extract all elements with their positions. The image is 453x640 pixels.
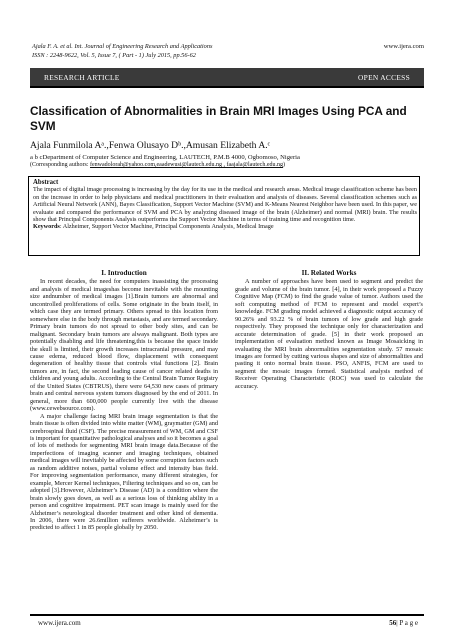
footer-url[interactable]: www.ijera.com (38, 619, 81, 627)
corresponding-authors (30, 162, 285, 168)
page-num: 56 (389, 619, 397, 627)
research-article-label: RESEARCH ARTICLE (44, 73, 120, 82)
affiliation: a b cDepartment of Computer Science and Engineering, LAUTECH, P.M.B 4000, Ogbomoso, Nigeria (30, 154, 300, 161)
page-word: P a g e (399, 619, 418, 627)
author-list: Ajala Funmilola Aᵃ.,Fenwa Olusayo Dᵇ.,Amusan Elizabeth A.ᶜ (30, 140, 271, 151)
abstract-box (28, 176, 420, 256)
journal-citation: Ajala F. A. et al. Int. Journal of Engineering Research and Applications (32, 43, 213, 50)
right-column (235, 270, 423, 390)
related-works-heading: II. Related Works (301, 269, 357, 277)
abstract-heading: Abstract (33, 179, 59, 186)
abstract-text: The impact of digital image processing is increasing by the day for its use in the medical and research areas. Medical image classification scheme has been on the increase in order to help physicians and medical practitioners in their evaluation and analysis of diseases. Several classification schemes such as Artificial Neural Network (ANN), Bayes Classification, Support Vector Machine (SVM) and K-Means Nearest Neighbor have been used. In this paper, we evaluate and compared the performance of SVM and PCA by analyzing diseased image of the brain (Alzheimer) and normal (MRI) brain. The results show that Principal Components Analysis outperforms the Support Vector Machine in terms of training time and recognition time. (33, 186, 417, 224)
author-emails[interactable]: fenwadolorah@yahoo.com,eaadewusi@lautech.edu.ng , faajala@lautech.edu.ng (90, 162, 283, 168)
open-access-label: OPEN ACCESS (358, 73, 410, 82)
article-type-band (30, 68, 424, 88)
journal-issn-line: ISSN : 2248-9622, Vol. 5, Issue 7, ( Part - 1) July 2015, pp.56-62 (32, 52, 196, 59)
intro-paragraph-2: A major challenge facing MRI brain image segmentation is that the brain tissue is often divided into white matter (WM), graymatter (GM) and cerebrospinal fluid (CSF). The precise measurement of WM, GM and CSF is important for quantitative pathological analyses and so it becomes a goal of lots of methods for segmenting MRI brain image data.Because of the imperfections of imaging scanner and imaging techniques, obtained medical images will inevitably be affected by some corruption factors such as random additive noises, partial volume effect and intensity bias field. For improving segmentation performance, many different strategies, for example, Mercer Kernel techniques, Filtering techniques and so on, can be adopted [3].However, Alzheimer’s Disease (AD) is a condition where the brain slowly goes down, as well as a serious loss of thinking ability in a person and cognitive impairment. PET scan image is mainly used for the Alzheimer’s neurological disorder treatment and other kind of dementia. In 2006, there were 26.6million sufferers worldwide. Alzheimer’s is predicted to affect 1 in 85 people globally by 2050. (30, 412, 218, 532)
corr-prefix: (Corresponding authors: (30, 162, 90, 168)
page-footer (30, 614, 424, 630)
paper-title: Classification of Abnormalities in Brain MRI Images Using PCA and SVM (30, 104, 407, 133)
journal-header-line1 (32, 43, 424, 50)
corr-suffix: ) (283, 162, 285, 168)
introduction-heading: I. Introduction (101, 269, 147, 277)
related-paragraph-1: A number of approaches have been used to segment and predict the grade and volume of the brain tumor. [4], in their work proposed a Fuzzy Cognitive Map (FCM) to find the grade value of tumor. Authors used the soft computing method of FCM to represent and model expert’s knowledge. FCM grading model achieved a diagnostic output accuracy of 90.26% and 93.22 % of brain tumors of low grade and high grade respectively. They proposed the technique only for characterization and accurate determination of grade. [5] in their work proposed an implementation of evaluation method known as Image Mosaicking in evaluating the MRI brain abnormalities segmentation study. 57 mosaic images are formed by cutting various shapes and size of abnormalities and pasting it onto normal brain tissue. PSO, ANFIS, FCM are used to segment the mosaic images formed. Statistical analysis method of Receiver Operating Characteristic (ROC) was used to calculate the accuracy. (235, 278, 423, 390)
journal-url[interactable]: www.ijera.com (383, 43, 424, 50)
intro-paragraph-1: In recent decades, the need for computers inassisting the processing and analysis of medical imageshas become inevitable with the mounting size andnumber of medical images [1].Brain tumors are abnormal and uncontrolled proliferations of cells. Some originate in the brain itself, in which case they are termed primary. Others spread to this location from somewhere else in the body through metastasis, and are termed secondary. Primary brain tumors do not spread to other body sites, and can be malignant. Secondary brain tumors are always malignant. Both types are potentially disabling and life threatening,this is because the space inside the skull is limited, their growth increases intracranial pressure, and may cause edema, reduced blood flow, displacement with consequent degeneration of healthy tissue that controls vital functions [2]. Brain tumors are, in fact, the second leading cause of cancer related deaths in children and young adults. According to the Central Brain Tumor Registry of the United States (CBTRUS), there were 64,530 new cases of primary brain and central nervous system tumors diagnosed by the end of 2011. In general, more than 600,000 people currently live with the disease (www.cewebsource.com). (30, 278, 218, 413)
page-sep: | (396, 619, 398, 627)
page-number (389, 619, 418, 627)
keywords-text: : Alzheimer, Support Vector Machine, Principal Components Analysis, Medical Image (59, 223, 274, 231)
keywords-label: Keywords (33, 223, 60, 231)
left-column (30, 270, 218, 532)
